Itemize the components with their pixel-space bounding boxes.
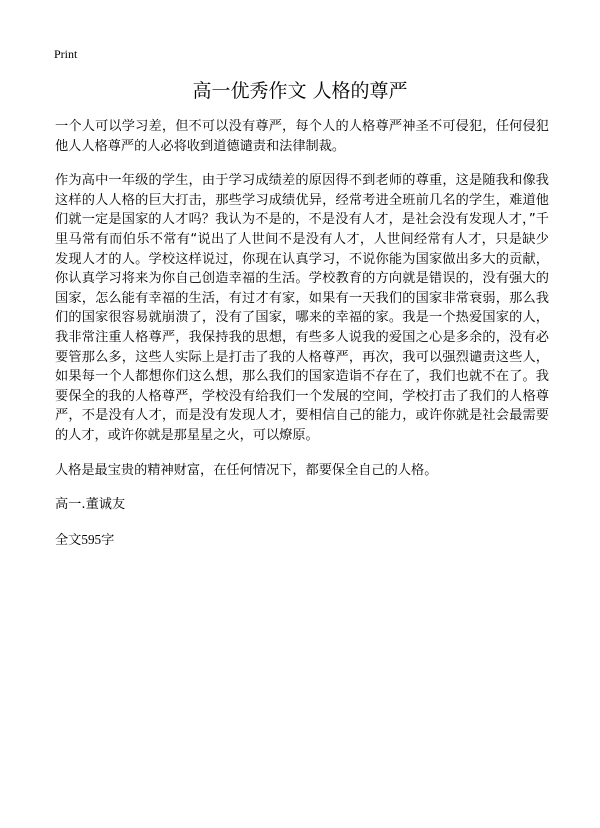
print-link[interactable]: Print	[54, 47, 78, 61]
article-body	[55, 117, 549, 564]
article-title: 高一优秀作文 人格的尊严	[192, 80, 408, 102]
paragraph-conclusion: 人格是最宝贵的精神财富，在任何情况下，都要保全自己的人格。	[55, 462, 438, 478]
author-line: 高一.董诚友	[55, 497, 126, 513]
paragraph-intro: 一个人可以学习差，但不可以没有尊严，每个人的人格尊严神圣不可侵犯，任何侵犯他人人格尊严的人必将收到道德谴责和法律制裁。	[55, 119, 549, 154]
paragraph-main: 作为高中一年级的学生，由于学习成绩差的原因得不到老师的尊重，这是随我和像我这样的人人格的巨大打击，那些学习成绩优异，经常考进全班前几名的学生，难道他们就一定是国家的人才吗？我认为不是的，不是没有人才，是社会没有发现人才，”千里马常有而伯乐不常有“说出了人世间不是没有人才，人世间经常有人才，只是缺少发现人才的人。学校这样说过，你现在认真学习，不说你能为国家做出多大的贡献，你认真学习将来为你自己创造幸福的生活。学校教育的方向就是错误的，没有强大的国家，怎么能有幸福的生活，有过才有家，如果有一天我们的国家非常衰弱，那么我们的国家很容易就崩溃了，没有了国家，哪来的幸福的家。我是一个热爱国家的人，我非常注重人格尊严，我保持我的思想，有些多人说我的爱国之心是多余的，没有必要管那么多，这些人实际上是打击了我的人格尊严，再次，我可以强烈谴责这些人，如果每一个人都想你们这么想，那么我们的国家造诣不存在了，我们也就不在了。我要保全的我的人格尊严，学校没有给我们一个发展的空间，学校打击了我们的人格尊严，不是没有人才，而是没有发现人才，要相信自己的能力，或许你就是社会最需要的人才，或许你就是那星星之火，可以燎原。	[55, 173, 549, 443]
word-count: 全文595字	[55, 531, 115, 547]
